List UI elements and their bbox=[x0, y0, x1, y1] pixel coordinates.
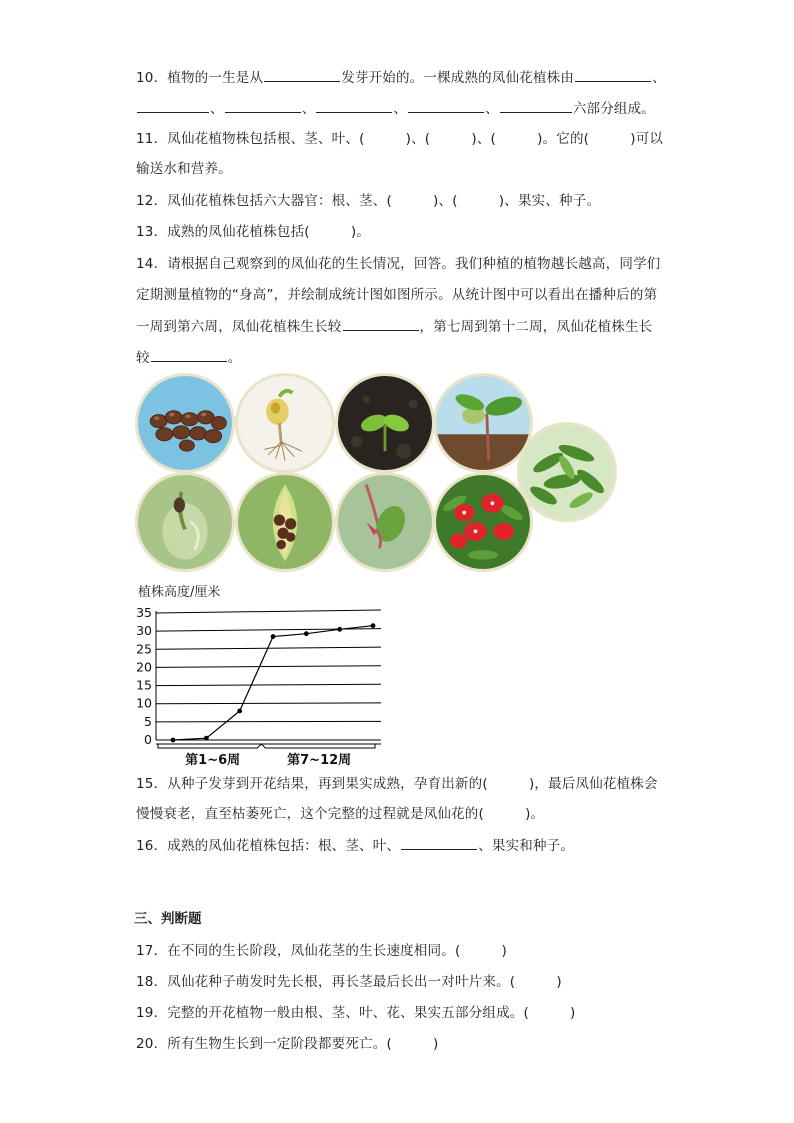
q12-line: 12．凤仙花植株包括六大器官：根、茎、( )、( )、果实、种子。 bbox=[136, 193, 601, 209]
chart-gridline bbox=[156, 666, 381, 668]
q16-blank[interactable] bbox=[401, 835, 477, 850]
q10-sep: 、 bbox=[485, 101, 499, 117]
chart-ylabel: 植株高度/厘米 bbox=[138, 585, 221, 600]
q20-line: 20．所有生物生长到一定阶段都要死亡。( ) bbox=[136, 1036, 439, 1052]
q14-blank-2[interactable] bbox=[151, 347, 227, 362]
q14-line4 bbox=[136, 347, 241, 368]
q10-blank-6[interactable] bbox=[408, 98, 484, 113]
growth-chart bbox=[136, 580, 396, 770]
chart-point bbox=[337, 627, 342, 632]
chart-ytick-label: 0 bbox=[144, 732, 152, 747]
chart-xaxis bbox=[156, 744, 381, 768]
chart-grid bbox=[156, 610, 381, 740]
q13-line: 13．成熟的凤仙花植株包括( )。 bbox=[136, 224, 371, 240]
chart-point bbox=[271, 634, 276, 639]
flower-bud-photo bbox=[138, 475, 232, 569]
q19-line: 19．完整的开花植物一般由根、茎、叶、花、果实五部分组成。( ) bbox=[136, 1005, 576, 1021]
chart-point bbox=[371, 623, 376, 628]
q10-text-b: 发芽开始的。一棵成熟的凤仙花植株由 bbox=[341, 70, 575, 86]
q16-line bbox=[136, 835, 574, 856]
q15-line2: 慢慢衰老，直至枯萎死亡，这个完整的过程就是凤仙花的( )。 bbox=[136, 806, 545, 822]
chart-ytick-label: 35 bbox=[136, 605, 152, 620]
q11-line2: 输送水和营养。 bbox=[136, 161, 232, 177]
seed-pod-photo bbox=[238, 475, 332, 569]
q10-text-end: 六部分组成。 bbox=[572, 101, 656, 117]
q14-text-a: 一周到第六周，凤仙花植株生长较 bbox=[136, 319, 342, 335]
q10-blank-2[interactable] bbox=[575, 67, 651, 82]
chart-point bbox=[204, 736, 209, 741]
chart-bracket-2 bbox=[261, 744, 375, 748]
red-flowers-photo bbox=[436, 475, 530, 569]
chart-ytick-label: 25 bbox=[136, 641, 152, 657]
q10-line1 bbox=[136, 67, 666, 88]
q10-sep: 、 bbox=[393, 101, 408, 117]
q16-text-b: 、果实和种子。 bbox=[478, 838, 575, 854]
chart-point bbox=[171, 738, 176, 743]
q10-blank-4[interactable] bbox=[225, 98, 301, 113]
sprout-photo bbox=[338, 376, 432, 470]
q10-text-a: 10．植物的一生是从 bbox=[136, 70, 264, 86]
germination-photo bbox=[238, 376, 332, 470]
seeds-photo bbox=[138, 376, 232, 470]
chart-point bbox=[237, 709, 242, 714]
chart-series bbox=[171, 623, 376, 742]
q10-text-c: 、 bbox=[652, 70, 666, 86]
chart-point bbox=[304, 631, 309, 636]
chart-ytick-label: 20 bbox=[136, 659, 152, 675]
chart-xlabel-1: 第1~6周 bbox=[185, 753, 241, 768]
chart-ytick-label: 10 bbox=[136, 695, 152, 711]
q10-blank-5[interactable] bbox=[316, 98, 392, 113]
chart-gridline bbox=[156, 703, 381, 704]
q10-sep: 、 bbox=[301, 101, 316, 117]
q14-line3 bbox=[136, 316, 652, 337]
q14-text-b: ，第七周到第十二周，凤仙花植株生长 bbox=[419, 319, 653, 335]
q10-line2 bbox=[136, 98, 655, 119]
q15-line1: 15．从种子发芽到开花结果，再到果实成熟，孕育出新的( )，最后凤仙花植株会 bbox=[136, 776, 658, 792]
chart-series-line bbox=[173, 626, 373, 740]
q11-line1: 11．凤仙花植物株包括根、茎、叶、( )、( )、( )。它的( )可以 bbox=[136, 131, 664, 147]
q10-blank-1[interactable] bbox=[264, 67, 340, 82]
q14-blank-1[interactable] bbox=[343, 316, 419, 331]
fruit-photo bbox=[338, 475, 432, 569]
q16-text-a: 16．成熟的凤仙花植株包括：根、茎、叶、 bbox=[136, 838, 401, 854]
q18-line: 18．凤仙花种子萌发时先长根，再长茎最后长出一对叶片来。( ) bbox=[136, 974, 562, 990]
chart-ytick-label: 5 bbox=[144, 713, 152, 729]
chart-xlabel-2: 第7~12周 bbox=[287, 753, 352, 768]
q10-blank-3[interactable] bbox=[137, 98, 209, 113]
chart-gridline bbox=[156, 610, 381, 613]
q14-line2: 定期测量植物的“身高”，并绘制成统计图如图所示。从统计图中可以看出在播种后的第 bbox=[136, 287, 658, 303]
seedling-photo bbox=[436, 376, 530, 470]
leafy-plant-photo bbox=[520, 425, 614, 519]
chart-gridline bbox=[156, 684, 381, 685]
chart-bracket-1 bbox=[158, 744, 261, 748]
q14-line1: 14．请根据自己观察到的凤仙花的生长情况，回答。我们种植的植物越长越高，同学们 bbox=[136, 256, 661, 272]
q14-text-c: 较 bbox=[136, 350, 150, 366]
section3-title: 三、判断题 bbox=[134, 911, 202, 927]
chart-ytick-label: 15 bbox=[136, 677, 152, 693]
q10-sep: 、 bbox=[210, 101, 224, 117]
chart-yticks bbox=[136, 605, 152, 747]
q10-blank-7[interactable] bbox=[500, 98, 572, 113]
q17-line: 17．在不同的生长阶段，凤仙花茎的生长速度相同。( ) bbox=[136, 943, 508, 959]
q14-text-d: 。 bbox=[227, 350, 242, 366]
chart-ytick-label: 30 bbox=[136, 623, 152, 639]
